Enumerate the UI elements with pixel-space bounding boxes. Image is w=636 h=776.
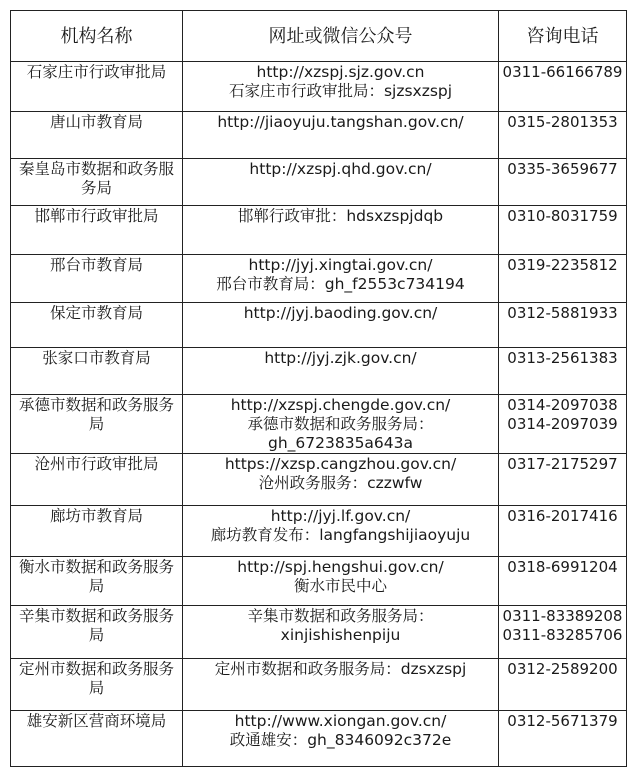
site-cell (183, 206, 499, 255)
site-cell (183, 112, 499, 159)
phone-number: 0315-2801353 (507, 113, 618, 131)
table-row (11, 62, 627, 112)
header-site: 网址或微信公众号 (183, 11, 499, 62)
phone-cell (499, 112, 627, 159)
org-name: 保定市教育局 (11, 303, 183, 348)
table-row (11, 606, 627, 659)
phone-cell (499, 395, 627, 454)
wechat-account: 衡水市民中心 (293, 577, 387, 595)
phone-number: 0317-2175297 (507, 455, 618, 473)
phone-number: 0319-2235812 (507, 256, 618, 274)
wechat-account: 廊坊教育发布：langfangshijiaoyuju (210, 526, 471, 544)
phone-cell (499, 659, 627, 711)
org-name: 沧州市行政审批局 (11, 454, 183, 506)
org-name: 定州市数据和政务服务局 (11, 659, 183, 711)
site-cell (183, 303, 499, 348)
org-name: 衡水市数据和政务服务局 (11, 557, 183, 606)
header-phone: 咨询电话 (499, 11, 627, 62)
phone-cell (499, 303, 627, 348)
table-row (11, 348, 627, 395)
phone-number: 0314-2097039 (507, 415, 618, 433)
table-row (11, 206, 627, 255)
table-row (11, 112, 627, 159)
org-name: 秦皇岛市数据和政务服务局 (11, 159, 183, 206)
phone-cell (499, 62, 627, 112)
phone-number: 0311-83285706 (502, 626, 623, 644)
org-name: 廊坊市教育局 (11, 506, 183, 557)
org-name: 张家口市教育局 (11, 348, 183, 395)
table-row (11, 395, 627, 454)
org-name: 邯郸市行政审批局 (11, 206, 183, 255)
phone-cell (499, 348, 627, 395)
org-name: 石家庄市行政审批局 (11, 62, 183, 112)
site-url[interactable]: http://www.xiongan.gov.cn/ (234, 712, 447, 730)
phone-cell (499, 454, 627, 506)
site-cell (183, 395, 499, 454)
table-row (11, 711, 627, 767)
phone-number: 0316-2017416 (507, 507, 618, 525)
table-body (11, 62, 627, 767)
site-url[interactable]: http://jyj.lf.gov.cn/ (270, 507, 411, 525)
site-url[interactable]: http://jyj.zjk.gov.cn/ (264, 349, 417, 367)
site-cell (183, 348, 499, 395)
site-cell (183, 557, 499, 606)
org-name: 雄安新区营商环境局 (11, 711, 183, 767)
header-org: 机构名称 (11, 11, 183, 62)
phone-cell (499, 606, 627, 659)
site-cell (183, 255, 499, 303)
phone-cell (499, 711, 627, 767)
wechat-account: 政通雄安：gh_8346092c372e (229, 731, 452, 749)
org-name: 邢台市教育局 (11, 255, 183, 303)
site-cell (183, 454, 499, 506)
site-cell (183, 711, 499, 767)
site-url[interactable]: http://jyj.xingtai.gov.cn/ (248, 256, 433, 274)
wechat-account: 承德市数据和政务服务局： (247, 415, 434, 433)
wechat-account: 辛集市数据和政务服务局： (247, 607, 434, 625)
site-url[interactable]: http://xzspj.sjz.gov.cn (256, 63, 425, 81)
phone-cell (499, 506, 627, 557)
phone-number: 0314-2097038 (507, 396, 618, 414)
table-row (11, 557, 627, 606)
site-cell (183, 506, 499, 557)
table-row (11, 659, 627, 711)
org-name: 辛集市数据和政务服务局 (11, 606, 183, 659)
table-row (11, 303, 627, 348)
wechat-account: 邯郸行政审批：hdsxzspjdqb (237, 207, 444, 225)
wechat-account: 邢台市教育局：gh_f2553c734194 (216, 275, 465, 293)
wechat-account: 定州市数据和政务服务局：dzsxzspj (214, 660, 467, 678)
table-row (11, 506, 627, 557)
phone-number: 0312-2589200 (507, 660, 618, 678)
org-name: 唐山市教育局 (11, 112, 183, 159)
wechat-account: gh_6723835a643a (267, 434, 414, 452)
site-url[interactable]: http://jiaoyuju.tangshan.gov.cn/ (217, 113, 464, 131)
contact-table (10, 10, 627, 767)
org-name: 承德市数据和政务服务局 (11, 395, 183, 454)
phone-number: 0313-2561383 (507, 349, 618, 367)
table-row (11, 159, 627, 206)
site-cell (183, 159, 499, 206)
phone-number: 0311-83389208 (502, 607, 623, 625)
site-url[interactable]: https://xzsp.cangzhou.gov.cn/ (224, 455, 457, 473)
wechat-account: 沧州政务服务：czzwfw (258, 474, 423, 492)
phone-number: 0312-5881933 (507, 304, 618, 322)
phone-cell (499, 557, 627, 606)
site-url[interactable]: http://spj.hengshui.gov.cn/ (237, 558, 444, 576)
phone-cell (499, 255, 627, 303)
phone-cell (499, 206, 627, 255)
site-cell (183, 606, 499, 659)
contact-table-container (10, 10, 627, 767)
phone-number: 0311-66166789 (502, 63, 623, 81)
phone-number: 0312-5671379 (507, 712, 618, 730)
phone-number: 0318-6991204 (507, 558, 618, 576)
wechat-account: 石家庄市行政审批局：sjzsxzspj (228, 82, 453, 100)
phone-number: 0335-3659677 (507, 160, 618, 178)
site-cell (183, 659, 499, 711)
wechat-account: xinjishishenpiju (280, 626, 401, 644)
table-row (11, 454, 627, 506)
site-url[interactable]: http://xzspj.chengde.gov.cn/ (230, 396, 451, 414)
site-cell (183, 62, 499, 112)
site-url[interactable]: http://xzspj.qhd.gov.cn/ (249, 160, 432, 178)
phone-number: 0310-8031759 (507, 207, 618, 225)
header-row (11, 11, 627, 62)
table-row (11, 255, 627, 303)
phone-cell (499, 159, 627, 206)
site-url[interactable]: http://jyj.baoding.gov.cn/ (243, 304, 438, 322)
